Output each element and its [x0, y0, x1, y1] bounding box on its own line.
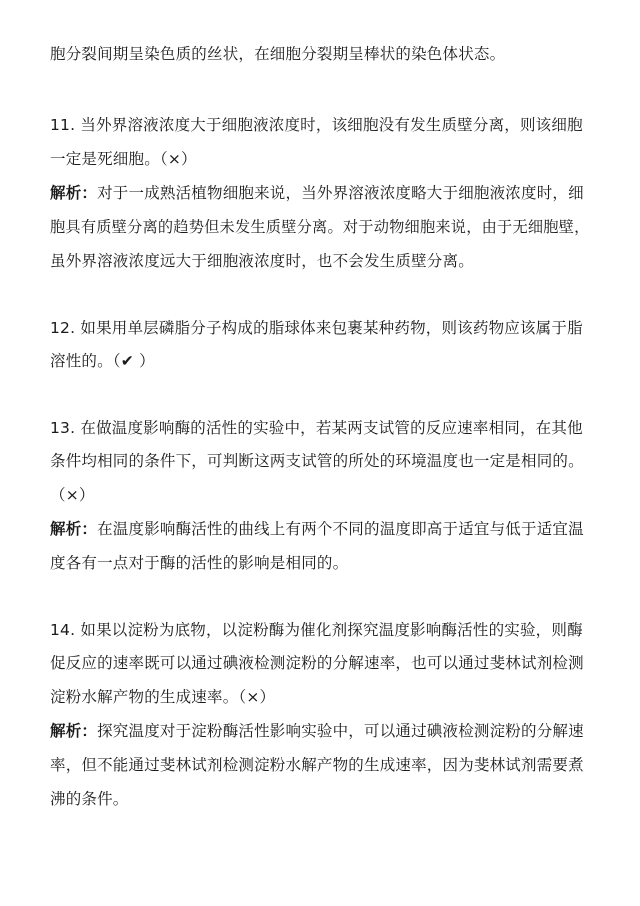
explanation-text: 探究温度对于淀粉酶活性影响实验中，可以通过碘液检测淀粉的分解速	[97, 722, 584, 740]
question-11-line-1: 11. 当外界溶液浓度大于细胞液浓度时，该细胞没有发生质壁分离，则该细胞	[50, 116, 583, 134]
explanation-label: 解析：	[50, 722, 98, 740]
question-12-line-1: 12. 如果用单层磷脂分子构成的脂球体来包裹某种药物，则该药物应该属于脂	[50, 319, 583, 337]
explanation-14-line-2: 率，但不能通过斐林试剂检测淀粉水解产物的生成速率，因为斐林试剂需要煮	[50, 756, 584, 774]
question-14-line-2: 促反应的速率既可以通过碘液检测淀粉的分解速率，也可以通过斐林试剂检测	[50, 654, 584, 672]
intro-text-line: 胞分裂间期呈染色质的丝状，在细胞分裂期呈棒状的染色体状态。	[50, 45, 506, 63]
explanation-11-line-3: 虽外界溶液浓度远大于细胞液浓度时，也不会发生质壁分离。	[50, 252, 474, 270]
explanation-label: 解析：	[50, 184, 98, 202]
question-14-line-3: 淀粉水解产物的生成速率。（×）	[50, 688, 276, 706]
explanation-label: 解析：	[50, 520, 98, 538]
explanation-text: 对于一成熟活植物细胞来说，当外界溶液浓度略大于细胞液浓度时，细	[97, 184, 584, 202]
explanation-14-line-1	[50, 720, 584, 742]
question-12-line-2: 溶性的。（✔ ）	[50, 352, 155, 370]
explanation-13-line-1	[50, 518, 584, 540]
explanation-text: 在温度影响酶活性的曲线上有两个不同的温度即高于适宜与低于适宜温	[97, 520, 584, 538]
question-13-line-3: （×）	[50, 486, 95, 504]
explanation-11-line-2: 胞具有质壁分离的趋势但未发生质壁分离。对于动物细胞来说，由于无细胞壁，	[50, 218, 590, 236]
question-11-line-2: 一定是死细胞。（×）	[50, 150, 197, 168]
explanation-13-line-2: 度各有一点对于酶的活性的影响是相同的。	[50, 554, 349, 572]
explanation-14-line-3: 沸的条件。	[50, 790, 129, 808]
question-13-line-2: 条件均相同的条件下，可判断这两支试管的所处的环境温度也一定是相同的。	[50, 452, 584, 470]
question-14-line-1: 14. 如果以淀粉为底物，以淀粉酶为催化剂探究温度影响酶活性的实验，则酶	[50, 621, 583, 639]
explanation-11-line-1	[50, 182, 584, 204]
question-13-line-1: 13. 在做温度影响酶的活性的实验中，若某两支试管的反应速率相同，在其他	[50, 419, 583, 437]
